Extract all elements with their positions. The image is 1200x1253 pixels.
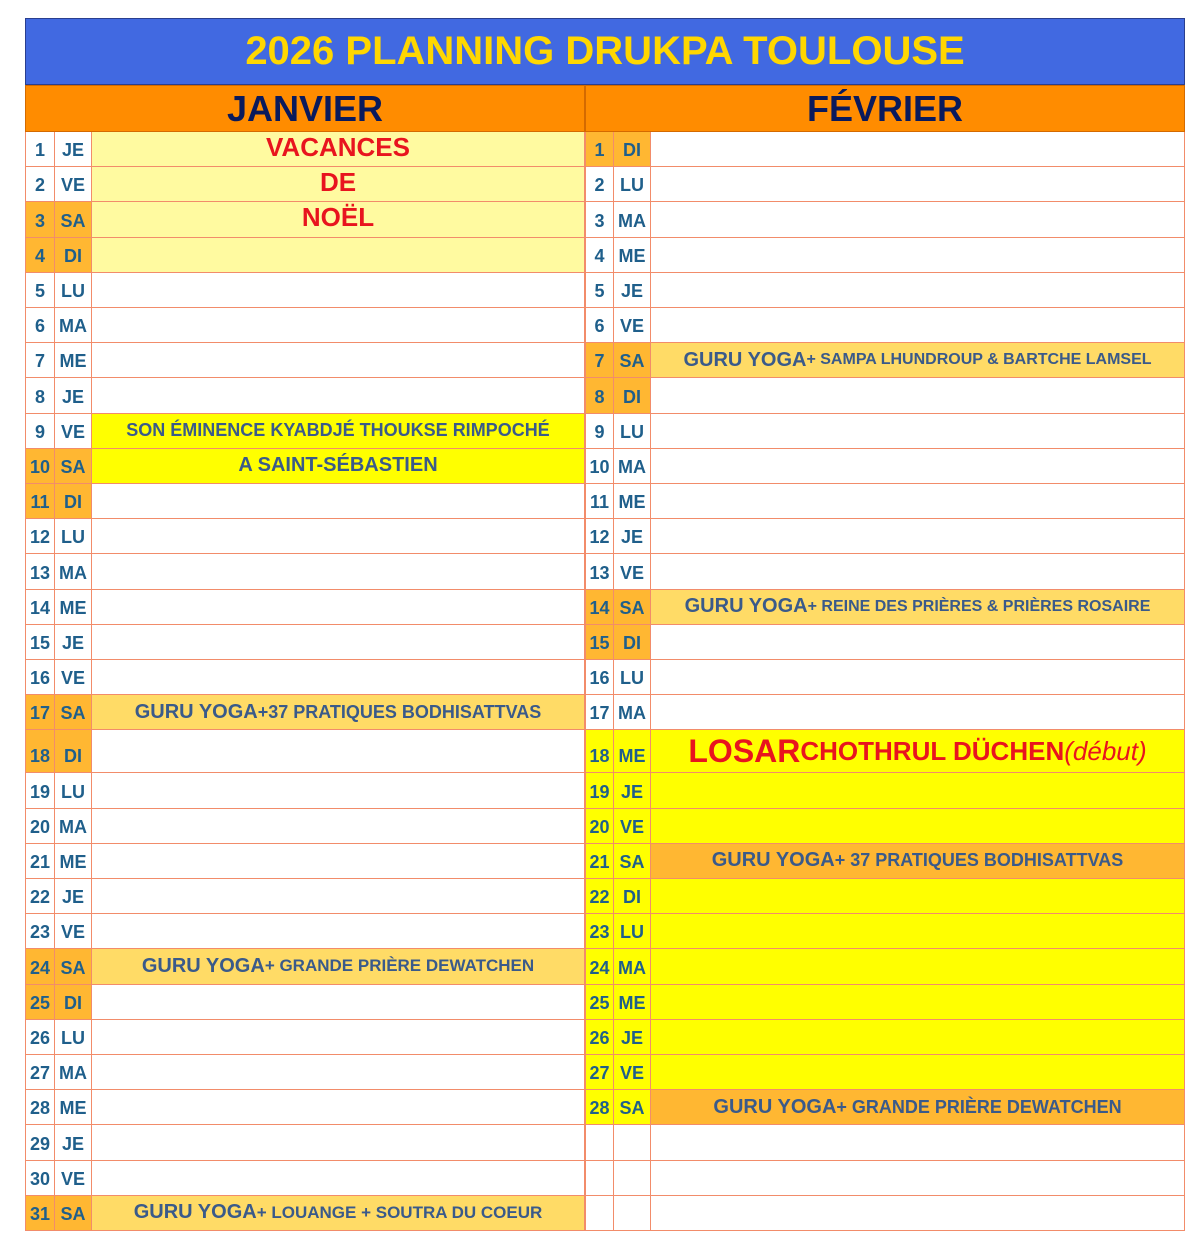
event-cell: [651, 949, 1185, 983]
day-name: SA: [55, 949, 92, 983]
event-cell: [92, 519, 585, 553]
event-cell: [651, 449, 1185, 483]
event-cell: [92, 773, 585, 807]
day-name: ME: [614, 730, 651, 772]
calendar-janvier: [25, 132, 585, 1231]
day-number: 19: [25, 773, 55, 807]
day-name: VE: [55, 167, 92, 201]
event-cell: [92, 695, 585, 729]
day-name: DI: [55, 730, 92, 772]
event-cell: [92, 273, 585, 307]
day-number: 28: [585, 1090, 614, 1124]
day-row: [25, 238, 585, 273]
day-row: [25, 879, 585, 914]
day-row: [25, 202, 585, 237]
event-cell: [92, 809, 585, 843]
event-cell: [651, 343, 1185, 377]
day-name: ME: [614, 985, 651, 1019]
day-number: 1: [585, 132, 614, 166]
month-header-fevrier: FÉVRIER: [585, 85, 1185, 132]
event-cell: [651, 554, 1185, 588]
day-name: JE: [55, 132, 92, 166]
day-number: 13: [25, 554, 55, 588]
event-cell: [651, 1196, 1185, 1230]
event-cell: [92, 625, 585, 659]
event-cell: [92, 1020, 585, 1054]
practice-label: + GRANDE PRIÈRE DEWATCHEN: [264, 956, 535, 976]
losar-label: LOSAR: [688, 732, 801, 769]
event-cell: [651, 985, 1185, 1019]
event-cell: [651, 378, 1185, 412]
day-name: DI: [614, 132, 651, 166]
day-row: [585, 484, 1185, 519]
day-number: 4: [25, 238, 55, 272]
day-number: 5: [25, 273, 55, 307]
day-name: LU: [614, 914, 651, 948]
day-row: [585, 202, 1185, 237]
day-name: [614, 1125, 651, 1159]
event-cell: [92, 1090, 585, 1124]
event-cell: [92, 844, 585, 878]
guru-yoga-label: GURU YOGA: [711, 849, 835, 872]
day-number: 16: [585, 660, 614, 694]
day-row: [25, 590, 585, 625]
day-row: [585, 273, 1185, 308]
event-cell: [651, 625, 1185, 659]
day-row: [25, 695, 585, 730]
day-number: 4: [585, 238, 614, 272]
day-number: 26: [585, 1020, 614, 1054]
event-cell: [651, 273, 1185, 307]
day-number: 26: [25, 1020, 55, 1054]
day-number: 18: [25, 730, 55, 772]
day-number: 20: [585, 809, 614, 843]
event-cell: [651, 414, 1185, 448]
event-cell: [92, 1125, 585, 1159]
day-number: 15: [585, 625, 614, 659]
day-row: [585, 590, 1185, 625]
day-name: SA: [55, 1196, 92, 1230]
day-row: [25, 343, 585, 378]
day-name: JE: [55, 378, 92, 412]
day-name: SA: [55, 449, 92, 483]
day-name: ME: [55, 343, 92, 377]
calendar-fevrier: [585, 132, 1185, 1231]
day-name: LU: [614, 660, 651, 694]
day-row: [585, 378, 1185, 413]
day-row: [25, 985, 585, 1020]
day-row: [585, 1090, 1185, 1125]
day-name: MA: [614, 949, 651, 983]
day-row: [25, 449, 585, 484]
day-name: MA: [55, 554, 92, 588]
day-row: [585, 625, 1185, 660]
day-row: [585, 554, 1185, 589]
page-title: 2026 PLANNING DRUKPA TOULOUSE: [25, 18, 1185, 85]
event-cell: [651, 484, 1185, 518]
event-cell: [92, 202, 585, 236]
guru-yoga-label: GURU YOGA: [134, 700, 258, 723]
day-number: 25: [25, 985, 55, 1019]
day-row: [25, 1055, 585, 1090]
day-number: 21: [585, 844, 614, 878]
day-row: [25, 1161, 585, 1196]
event-cell: [92, 879, 585, 913]
day-number: 2: [25, 167, 55, 201]
day-row: [585, 519, 1185, 554]
day-number: 12: [585, 519, 614, 553]
day-row: [25, 132, 585, 167]
day-name: VE: [614, 554, 651, 588]
day-number: 31: [25, 1196, 55, 1230]
day-name: MA: [55, 809, 92, 843]
day-name: LU: [55, 519, 92, 553]
day-name: VE: [614, 809, 651, 843]
day-name: DI: [614, 879, 651, 913]
guru-yoga-label: GURU YOGA: [133, 1201, 257, 1224]
day-number: 21: [25, 844, 55, 878]
event-cell: [651, 1055, 1185, 1089]
day-row: [25, 773, 585, 808]
event-cell: [651, 238, 1185, 272]
event-cell: [92, 985, 585, 1019]
day-row: [25, 914, 585, 949]
day-number: 16: [25, 660, 55, 694]
event-cell: [651, 1090, 1185, 1124]
day-number: 27: [585, 1055, 614, 1089]
guru-yoga-label: GURU YOGA: [683, 348, 807, 371]
day-name: JE: [55, 625, 92, 659]
day-name: SA: [55, 202, 92, 236]
day-row: [585, 660, 1185, 695]
day-row: [585, 1055, 1185, 1090]
event-cell: [92, 378, 585, 412]
day-number: 25: [585, 985, 614, 1019]
day-name: [614, 1196, 651, 1230]
day-name: LU: [614, 414, 651, 448]
day-number: 14: [25, 590, 55, 624]
guru-yoga-label: GURU YOGA: [141, 954, 265, 977]
day-row: [585, 343, 1185, 378]
day-row: [585, 949, 1185, 984]
day-row: [25, 1196, 585, 1231]
day-name: VE: [55, 914, 92, 948]
event-cell: [651, 660, 1185, 694]
practice-label: + REINE DES PRIÈRES & PRIÈRES ROSAIRE: [807, 597, 1151, 615]
day-row: [585, 238, 1185, 273]
event-cell: [651, 730, 1185, 772]
day-row: [25, 308, 585, 343]
day-row: [25, 414, 585, 449]
day-name: JE: [55, 1125, 92, 1159]
day-name: JE: [614, 773, 651, 807]
day-row: [25, 378, 585, 413]
event-cell: [651, 308, 1185, 342]
day-row: [585, 730, 1185, 773]
day-row: [585, 1196, 1185, 1231]
event-cell: [92, 1161, 585, 1195]
event-cell: [651, 202, 1185, 236]
event-cell: [651, 1161, 1185, 1195]
day-name: ME: [55, 590, 92, 624]
event-cell: [651, 695, 1185, 729]
event-cell: [651, 132, 1185, 166]
day-name: [614, 1161, 651, 1195]
day-row: [25, 1020, 585, 1055]
day-row: [585, 695, 1185, 730]
day-name: VE: [55, 1161, 92, 1195]
event-cell: [651, 1020, 1185, 1054]
day-name: VE: [614, 308, 651, 342]
event-cell: [651, 879, 1185, 913]
event-cell: [92, 343, 585, 377]
day-number: 8: [25, 378, 55, 412]
day-row: [25, 809, 585, 844]
event-cell: [92, 554, 585, 588]
day-number: 6: [585, 308, 614, 342]
day-row: [585, 308, 1185, 343]
day-number: 11: [25, 484, 55, 518]
day-name: MA: [614, 449, 651, 483]
day-row: [25, 730, 585, 773]
practice-label: +37 PRATIQUES BODHISATTVAS: [257, 701, 542, 722]
day-name: ME: [614, 238, 651, 272]
day-name: DI: [55, 985, 92, 1019]
day-row: [585, 167, 1185, 202]
day-number: 29: [25, 1125, 55, 1159]
day-number: 14: [585, 590, 614, 624]
day-row: [585, 844, 1185, 879]
eminence-label: SON ÉMINENCE KYABDJÉ THOUKSE RIMPOCHÉ: [126, 420, 550, 441]
day-name: MA: [614, 695, 651, 729]
day-row: [25, 554, 585, 589]
event-cell: [92, 914, 585, 948]
day-number: 27: [25, 1055, 55, 1089]
day-name: VE: [55, 660, 92, 694]
day-number: 7: [585, 343, 614, 377]
event-cell: [92, 308, 585, 342]
day-number: 24: [585, 949, 614, 983]
event-cell: [92, 484, 585, 518]
day-name: ME: [55, 844, 92, 878]
day-row: [25, 519, 585, 554]
day-row: [585, 1125, 1185, 1160]
day-number: 10: [25, 449, 55, 483]
day-number: 23: [25, 914, 55, 948]
vacances-label: NOËL: [301, 202, 375, 233]
event-cell: [92, 238, 585, 272]
eminence-label: A SAINT-SÉBASTIEN: [238, 454, 438, 477]
day-row: [25, 1125, 585, 1160]
day-number: 22: [585, 879, 614, 913]
day-number: 22: [25, 879, 55, 913]
day-number: [585, 1196, 614, 1230]
event-cell: [651, 519, 1185, 553]
day-number: 28: [25, 1090, 55, 1124]
day-number: 1: [25, 132, 55, 166]
day-name: ME: [614, 484, 651, 518]
day-number: 3: [585, 202, 614, 236]
event-cell: [92, 730, 585, 772]
day-name: DI: [614, 378, 651, 412]
day-number: [585, 1161, 614, 1195]
day-number: 9: [585, 414, 614, 448]
day-row: [585, 449, 1185, 484]
practice-label: + 37 PRATIQUES BODHISATTVAS: [834, 850, 1124, 871]
day-number: 9: [25, 414, 55, 448]
day-number: 6: [25, 308, 55, 342]
day-name: DI: [55, 238, 92, 272]
day-name: JE: [614, 273, 651, 307]
day-name: VE: [55, 414, 92, 448]
day-name: JE: [614, 519, 651, 553]
event-cell: [651, 844, 1185, 878]
vacances-label: DE: [319, 167, 357, 198]
day-number: 17: [585, 695, 614, 729]
day-name: JE: [55, 879, 92, 913]
event-cell: [92, 449, 585, 483]
event-cell: [92, 660, 585, 694]
event-cell: [92, 132, 585, 166]
event-cell: [92, 949, 585, 983]
practice-label: + GRANDE PRIÈRE DEWATCHEN: [836, 1096, 1122, 1117]
day-name: LU: [55, 273, 92, 307]
day-name: SA: [55, 695, 92, 729]
day-number: 13: [585, 554, 614, 588]
event-cell: [651, 167, 1185, 201]
day-name: MA: [55, 308, 92, 342]
day-name: MA: [55, 1055, 92, 1089]
day-number: 24: [25, 949, 55, 983]
guru-yoga-label: GURU YOGA: [684, 595, 808, 618]
day-row: [25, 167, 585, 202]
day-row: [25, 660, 585, 695]
day-name: JE: [614, 1020, 651, 1054]
day-number: 12: [25, 519, 55, 553]
losar-note: (début): [1064, 735, 1147, 766]
event-cell: [651, 809, 1185, 843]
day-row: [25, 844, 585, 879]
event-cell: [651, 1125, 1185, 1159]
day-number: 5: [585, 273, 614, 307]
day-row: [585, 132, 1185, 167]
day-number: [585, 1125, 614, 1159]
day-number: 10: [585, 449, 614, 483]
day-number: 11: [585, 484, 614, 518]
day-row: [25, 1090, 585, 1125]
event-cell: [651, 773, 1185, 807]
day-row: [25, 625, 585, 660]
event-cell: [92, 1196, 585, 1230]
day-row: [25, 484, 585, 519]
event-cell: [651, 914, 1185, 948]
day-row: [585, 773, 1185, 808]
day-number: 19: [585, 773, 614, 807]
day-row: [25, 949, 585, 984]
day-name: DI: [614, 625, 651, 659]
day-number: 15: [25, 625, 55, 659]
practice-label: + SAMPA LHUNDROUP & BARTCHE LAMSEL: [806, 351, 1152, 369]
event-cell: [92, 1055, 585, 1089]
day-row: [585, 414, 1185, 449]
day-row: [585, 985, 1185, 1020]
day-row: [585, 1020, 1185, 1055]
day-name: ME: [55, 1090, 92, 1124]
month-header-janvier: JANVIER: [25, 85, 585, 132]
guru-yoga-label: GURU YOGA: [713, 1095, 837, 1118]
day-name: LU: [614, 167, 651, 201]
day-name: LU: [55, 1020, 92, 1054]
vacances-label: VACANCES: [266, 132, 410, 162]
event-cell: [92, 167, 585, 201]
day-row: [25, 273, 585, 308]
day-number: 20: [25, 809, 55, 843]
event-cell: [92, 590, 585, 624]
day-row: [585, 914, 1185, 949]
day-name: DI: [55, 484, 92, 518]
practice-label: + LOUANGE + SOUTRA DU COEUR: [256, 1202, 543, 1222]
day-number: 3: [25, 202, 55, 236]
day-name: MA: [614, 202, 651, 236]
day-number: 30: [25, 1161, 55, 1195]
day-row: [585, 809, 1185, 844]
day-number: 23: [585, 914, 614, 948]
day-name: SA: [614, 343, 651, 377]
day-name: SA: [614, 844, 651, 878]
day-name: VE: [614, 1055, 651, 1089]
event-cell: [651, 590, 1185, 624]
losar-subtitle: CHOTHRUL DÜCHEN: [800, 735, 1065, 766]
day-name: SA: [614, 590, 651, 624]
day-number: 8: [585, 378, 614, 412]
day-number: 17: [25, 695, 55, 729]
day-name: LU: [55, 773, 92, 807]
day-name: SA: [614, 1090, 651, 1124]
event-cell: [92, 414, 585, 448]
day-row: [585, 1161, 1185, 1196]
day-number: 2: [585, 167, 614, 201]
day-number: 18: [585, 730, 614, 772]
day-row: [585, 879, 1185, 914]
day-number: 7: [25, 343, 55, 377]
